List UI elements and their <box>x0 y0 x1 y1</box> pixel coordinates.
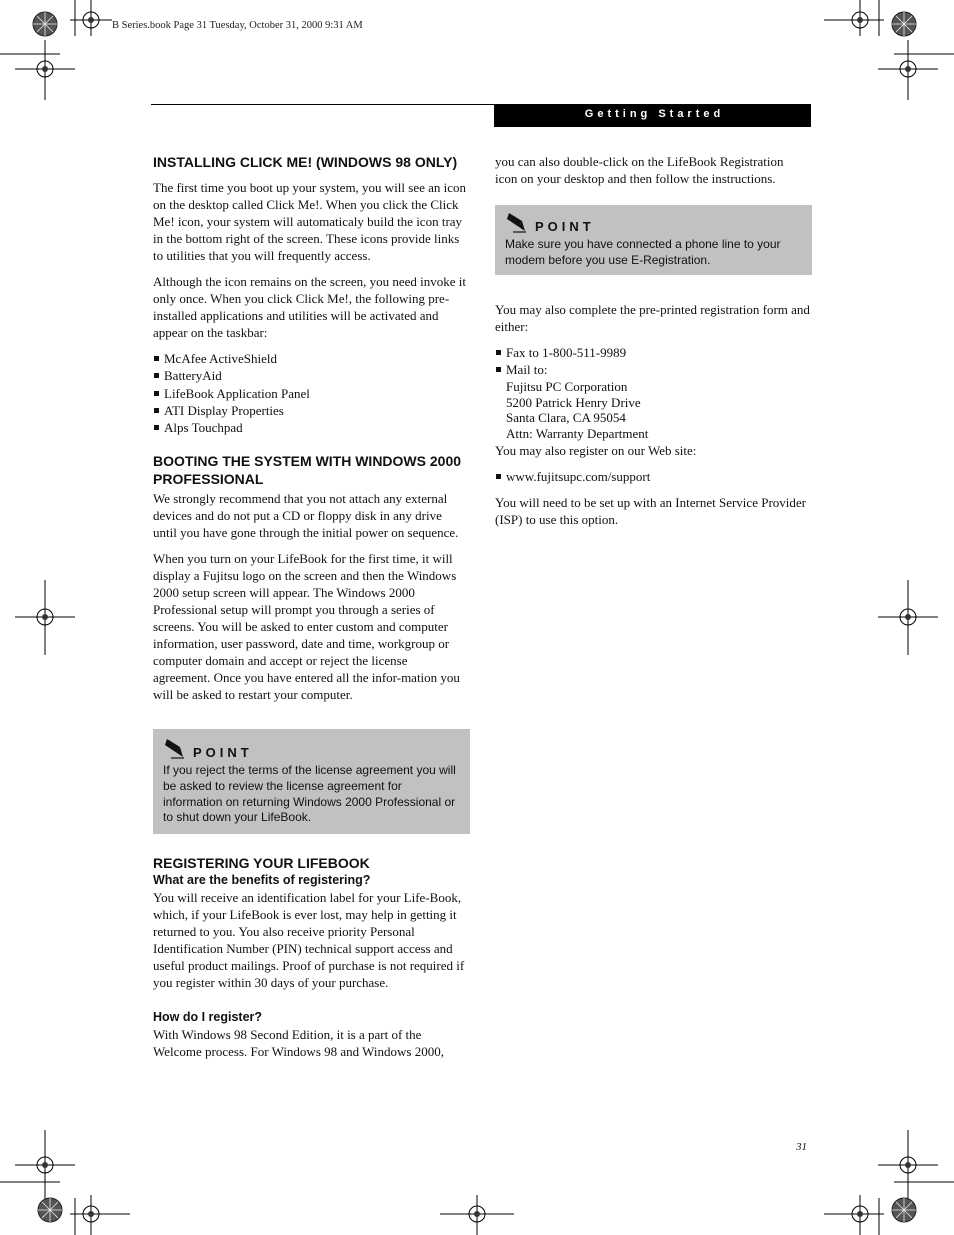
booting-heading: BOOTING THE SYSTEM WITH WINDOWS 2000 PROFESSIONAL <box>153 453 462 488</box>
section-header-band: Getting Started <box>494 104 811 127</box>
print-slug: B Series.book Page 31 Tuesday, October 31, 2000 9:31 AM <box>112 20 363 31</box>
address-line: 5200 Patrick Henry Drive <box>506 394 641 410</box>
pen-icon <box>505 211 529 235</box>
booting-paragraph-1: We strongly recommend that you not attach any external devices and do not put a CD or floppy disk in any drive until you have gone through the initial power on sequence. <box>153 491 459 541</box>
list-item: ATI Display Properties <box>153 402 468 419</box>
mail-label: Mail to: <box>506 362 548 378</box>
benefits-paragraph: You will receive an identification label for your Life-Book, which, if your LifeBook is ever lost, may help in getting it returned to you. You also receive priority Personal Identification Number (PIN) technical support access and useful product mailings. Proof of purchase is not required if you register within 30 days of your purchase. <box>153 889 465 990</box>
point-text: If you reject the terms of the license agreement you will be asked to review the license agreement for information on returning Windows 2000 Professional or to shut down your LifeBook. <box>163 763 456 825</box>
point-note-registration <box>495 205 812 275</box>
list-item: Alps Touchpad <box>153 419 468 436</box>
address-line: Attn: Warranty Department <box>506 426 649 442</box>
address-line: Fujitsu PC Corporation <box>506 378 628 394</box>
address-line: Santa Clara, CA 95054 <box>506 410 626 426</box>
right-paragraph-2: You may also complete the pre-printed registration form and either: <box>495 302 810 335</box>
right-paragraph-1: you can also double-click on the LifeBook Registration icon on your desktop and then follow the instructions. <box>495 154 784 186</box>
list-item <box>495 361 812 441</box>
installing-paragraph-2: Although the icon remains on the screen, you need invoke it only once. When you click Click Me!, the following pre-installed applications and utilities will be activated and appear on the taskbar: <box>153 274 467 340</box>
point-header <box>163 737 460 761</box>
point-text: Make sure you have connected a phone line to your modem before you use E-Registration. <box>505 237 781 267</box>
list-item: Fax to 1-800-511-9989 <box>495 344 812 361</box>
right-paragraph-3: You may also register on our Web site: <box>495 442 697 458</box>
list-item: BatteryAid <box>153 367 468 384</box>
list-item: McAfee ActiveShield <box>153 350 468 367</box>
mail-address <box>506 379 812 442</box>
point-header <box>505 211 802 235</box>
how-register-subheading: How do I register? <box>153 1009 263 1024</box>
registration-options-list <box>495 344 812 442</box>
right-column <box>495 153 812 528</box>
taskbar-items-list <box>153 350 468 436</box>
point-label: POINT <box>193 745 253 761</box>
installing-paragraph-1: The first time you boot up your system, you will see an icon on the desktop called Click Me!. When you click the Click Me! icon, your system will automaticaly build the icon tray in the bottom right of the screen. These icons provide links to utilities that you will frequently access. <box>153 180 467 263</box>
installing-heading: INSTALLING CLICK ME! (WINDOWS 98 ONLY) <box>153 154 458 170</box>
list-item: LifeBook Application Panel <box>153 385 468 402</box>
registering-heading: REGISTERING YOUR LIFEBOOK <box>153 854 370 871</box>
pen-icon <box>163 737 187 761</box>
right-paragraph-4: You will need to be set up with an Internet Service Provider (ISP) to use this option. <box>495 495 806 528</box>
left-column <box>153 153 468 1060</box>
benefits-subheading: What are the benefits of registering? <box>153 872 371 887</box>
web-address: www.fujitsupc.com/support <box>495 468 812 485</box>
web-list <box>495 468 812 485</box>
how-register-paragraph: With Windows 98 Second Edition, it is a part of the Welcome process. For Windows 98 and Windows 2000, <box>153 1026 444 1059</box>
header-rule <box>151 104 494 105</box>
booting-paragraph-2: When you turn on your LifeBook for the first time, it will display a Fujitsu logo on the screen and then the Windows 2000 setup screen will appear. The Windows 2000 Professional setup will prompt you through a series of screens. You will be asked to enter custom and computer information, user password, date and time, workgroup or computer domain and accept or reject the license agreement. Once you have entered all the infor-mation you will be asked to restart your computer. <box>153 551 460 703</box>
point-note-license <box>153 729 470 833</box>
point-label: POINT <box>535 219 595 234</box>
page-number: 31 <box>796 1141 807 1153</box>
